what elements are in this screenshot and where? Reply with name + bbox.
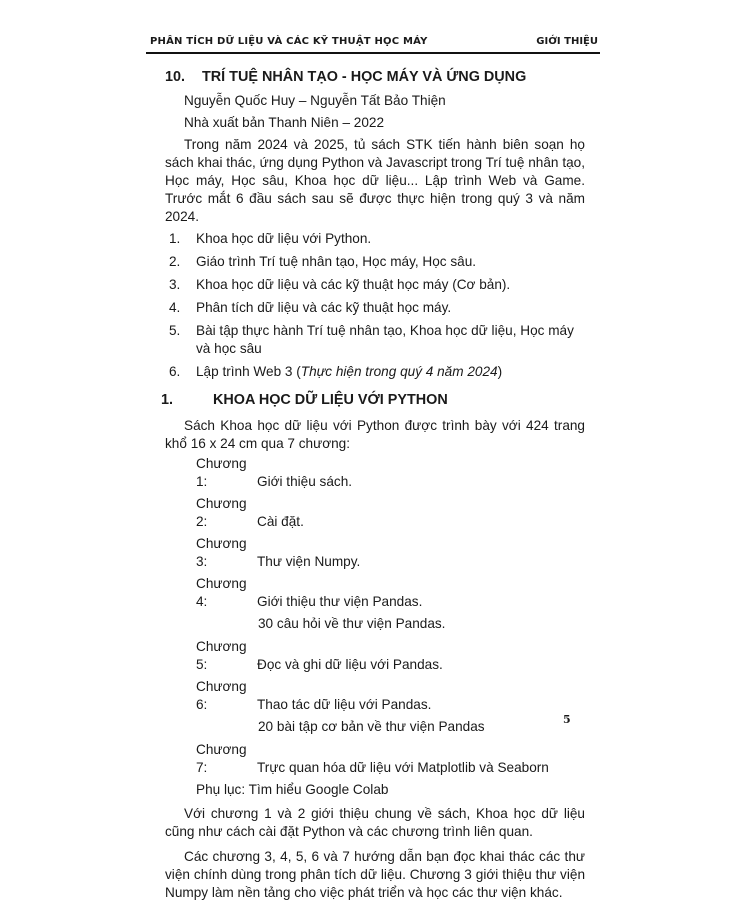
section-10-number: 10.	[165, 69, 186, 85]
list-item: 2. Giáo trình Trí tuệ nhân tạo, Học máy, Học sâu.	[169, 254, 477, 269]
running-header-title: PHÂN TÍCH DỮ LIỆU VÀ CÁC KỸ THUẬT HỌC MÁY	[150, 36, 428, 47]
chapter-line: Chương 3: Thư viện Numpy.	[196, 536, 361, 569]
publisher-line: Nhà xuất bản Thanh Niên – 2022	[184, 115, 385, 130]
chapter-line: Chương 1: Giới thiệu sách.	[196, 456, 353, 489]
running-header-section: GIỚI THIỆU	[536, 36, 598, 47]
section-1-title: KHOA HỌC DỮ LIỆU VỚI PYTHON	[213, 392, 448, 408]
section-1-intro: Sách Khoa học dữ liệu với Python được trình bày với 424 trang khổ 16 x 24 cm qua 7 chương:	[165, 418, 585, 451]
chapter-line: Chương 4: Giới thiệu thư viện Pandas.	[196, 576, 423, 609]
page-body	[161, 62, 585, 904]
section-10-intro: Trong năm 2024 và 2025, tủ sách STK tiến hành biên soạn họ sách khai thác, ứng dụng Python và Javascript trong Trí tuệ nhân tạo, Học máy, Học sâu, Khoa học dữ liệu... Lập trình Web và Game. Trước mắt 6 đầu sách sau sẽ được thực hiện trong quý 3 và năm 2024.	[165, 137, 585, 224]
list-item: 6. Lập trình Web 3 (Thực hiện trong quý 4 năm 2024)	[169, 364, 503, 379]
section-1-heading	[161, 391, 585, 409]
paragraph-chapters-1-2: Với chương 1 và 2 giới thiệu chung về sách, Khoa học dữ liệu cũng như cách cài đặt Python và các chương trình liên quan.	[165, 806, 585, 839]
list-item: 5. Bài tập thực hành Trí tuệ nhân tạo, Khoa học dữ liệu, Học máy và học sâu	[169, 323, 574, 356]
chapter-line: Chương 7: Trực quan hóa dữ liệu với Matplotlib và Seaborn	[196, 742, 549, 775]
list-item: 1. Khoa học dữ liệu với Python.	[169, 231, 372, 246]
section-10-heading	[165, 68, 585, 86]
page-number: 5	[563, 713, 571, 726]
chapter-line: Chương 5: Đọc và ghi dữ liệu với Pandas.	[196, 639, 443, 672]
schedule-note: Thực hiện trong quý 4 năm 2024	[300, 364, 498, 379]
chapter-subline: 20 bài tập cơ bản về thư viện Pandas	[258, 719, 485, 734]
authors-line: Nguyễn Quốc Huy – Nguyễn Tất Bảo Thiện	[184, 93, 446, 108]
chapter-subline: 30 câu hỏi về thư viện Pandas.	[258, 616, 446, 631]
section-1-number: 1.	[161, 392, 174, 408]
chapter-line: Chương 6: Thao tác dữ liệu với Pandas.	[196, 679, 432, 712]
chapter-line: Chương 2: Cài đặt.	[196, 496, 304, 529]
book-list	[165, 230, 585, 381]
list-item: 4. Phân tích dữ liệu và các kỹ thuật học máy.	[169, 300, 452, 315]
list-item: 3. Khoa học dữ liệu và các kỹ thuật học máy (Cơ bản).	[169, 277, 511, 292]
appendix-line: Phụ lục: Tìm hiểu Google Colab	[196, 782, 389, 797]
paragraph-chapters-3-7: Các chương 3, 4, 5, 6 và 7 hướng dẫn bạn đọc khai thác các thư viện chính dùng trong phân tích dữ liệu. Chương 3 giới thiệu thư viện Numpy làm nền tảng cho việc phát triển và học các thư viện khác.	[165, 849, 585, 900]
header-divider	[146, 52, 600, 54]
section-10-title: TRÍ TUỆ NHÂN TẠO - HỌC MÁY VÀ ỨNG DỤNG	[202, 69, 527, 85]
